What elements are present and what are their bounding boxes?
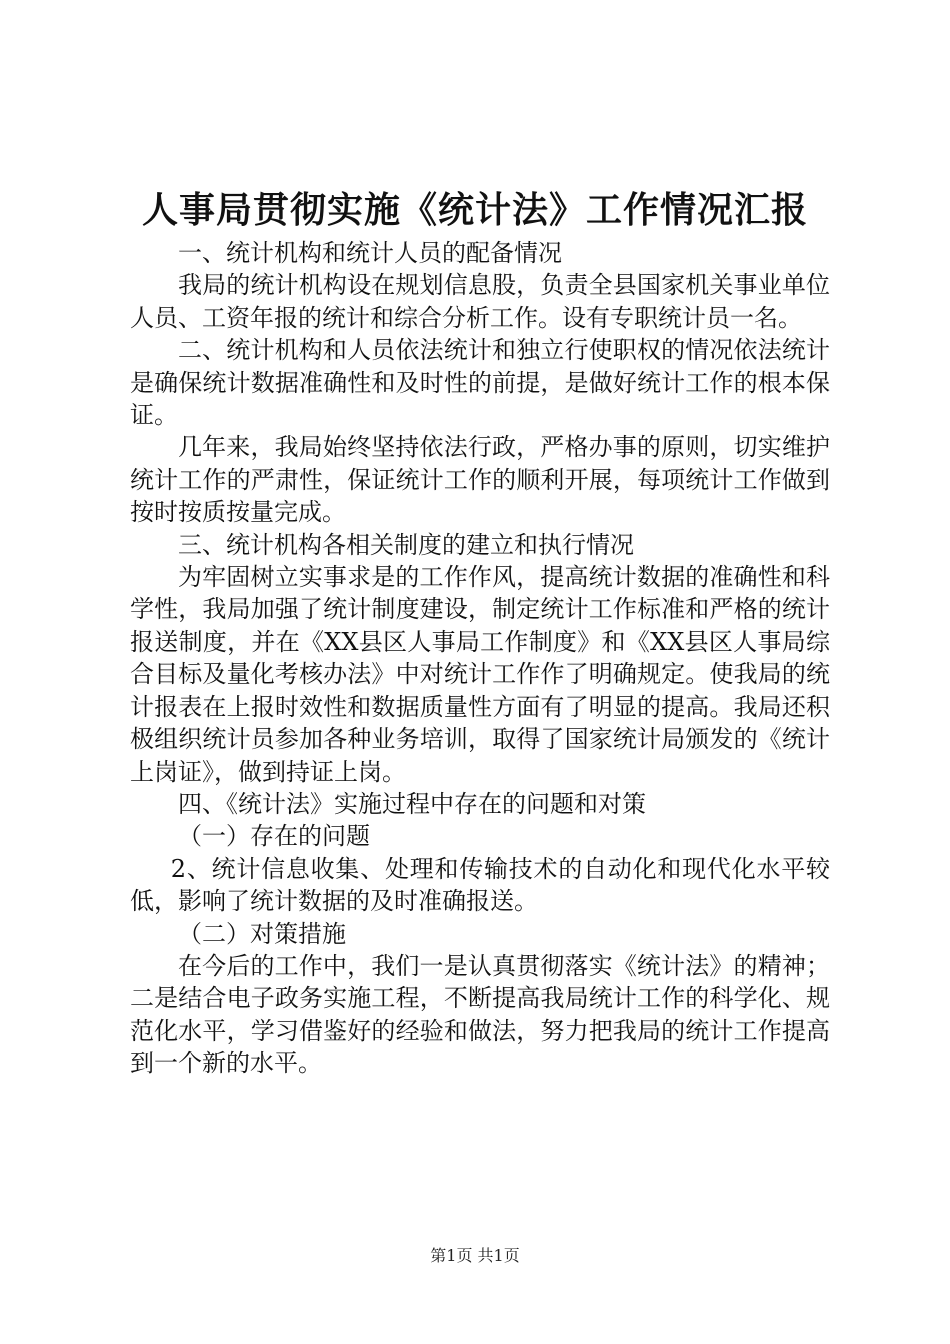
document-title: 人事局贯彻实施《统计法》工作情况汇报 — [141, 189, 808, 231]
paragraph-2: 几年来，我局始终坚持依法行政，严格办事的原则，切实维护统计工作的严肃性，保证统计工作的顺利开展，每项统计工作做到按时按质按量完成。 — [130, 433, 830, 527]
paragraph-1: 我局的统计机构设在规划信息股，负责全县国家机关事业单位人员、工资年报的统计和综合分析工作。设有专职统计员一名。 — [130, 271, 830, 332]
subsection-heading-1: （一）存在的问题 — [178, 822, 370, 851]
section-heading-2: 二、统计机构和人员依法统计和独立行使职权的情况依法统计是确保统计数据准确性和及时性的前提，是做好统计工作的根本保证。 — [130, 336, 830, 430]
subsection-heading-2: （二）对策措施 — [178, 919, 346, 948]
section-heading-3: 三、统计机构各相关制度的建立和执行情况 — [178, 530, 634, 559]
document-body — [130, 237, 830, 1080]
paragraph-4: 2、统计信息收集、处理和传输技术的自动化和现代化水平较低，影响了统计数据的及时准确报送。 — [130, 854, 830, 916]
section-heading-1: 一、统计机构和统计人员的配备情况 — [178, 239, 562, 267]
section-heading-4: 四、《统计法》实施过程中存在的问题和对策 — [178, 789, 646, 818]
paragraph-5: 在今后的工作中，我们一是认真贯彻落实《统计法》的精神；二是结合电子政务实施工程，不断提高我局统计工作的科学化、规范化水平，学习借鉴好的经验和做法，努力把我局的统计工作提高到一个新的水平。 — [130, 951, 830, 1078]
page-footer: 第1页 共1页 — [430, 1246, 520, 1265]
paragraph-3: 为牢固树立实事求是的工作作风，提高统计数据的准确性和科学性，我局加强了统计制度建设，制定统计工作标准和严格的统计报送制度，并在《XX县区人事局工作制度》和《XX县区人事局综合目标及量化考核办法》中对统计工作作了明确规定。使我局的统计报表在上报时效性和数据质量性方面有了明显的提高。我局还积极组织统计员参加各种业务培训，取得了国家统计局颁发的《统计上岗证》，做到持证上岗。 — [130, 563, 830, 786]
